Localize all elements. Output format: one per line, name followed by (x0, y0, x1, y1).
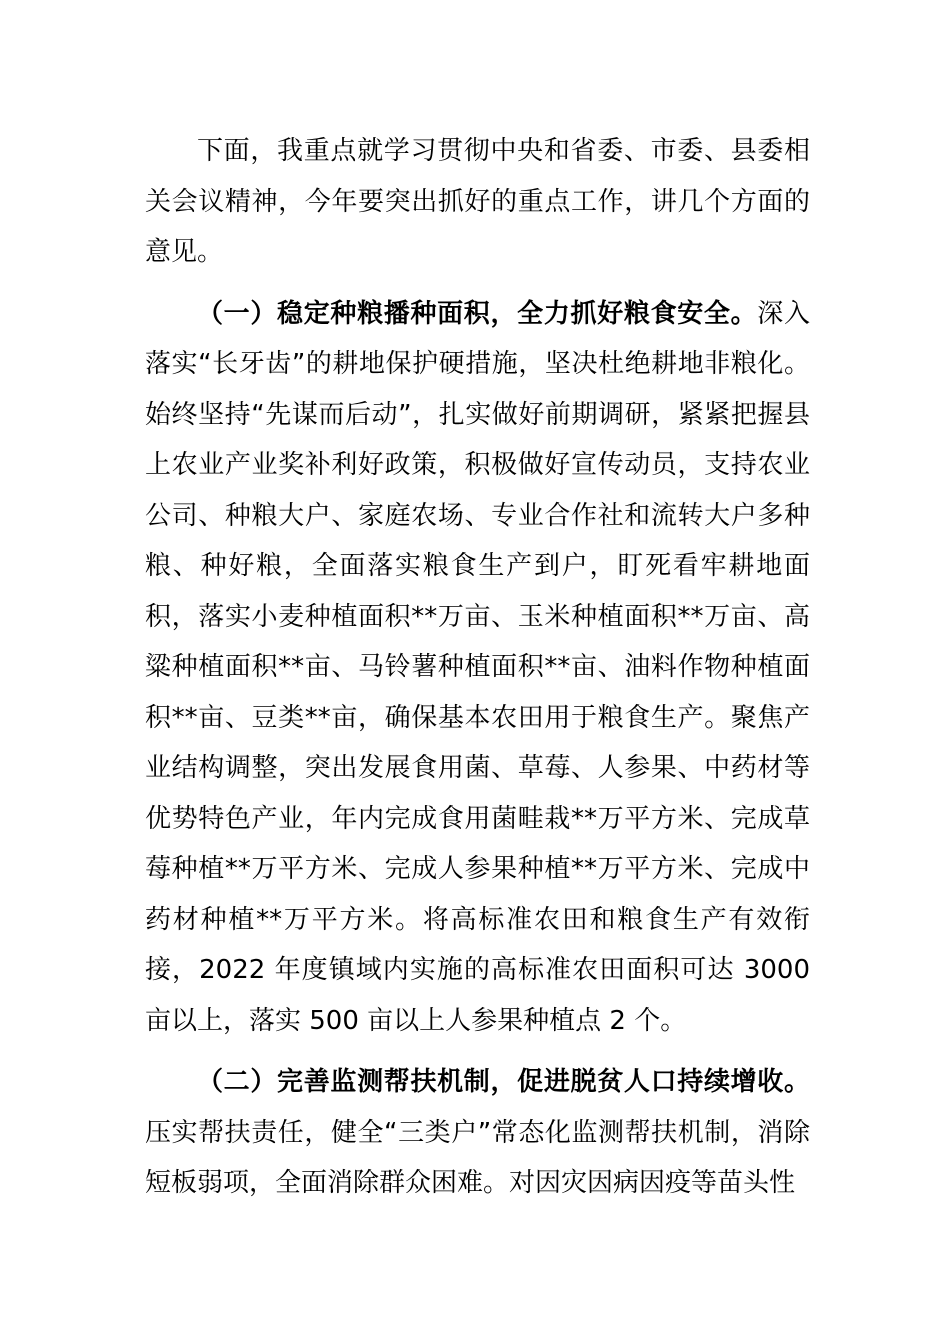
paragraph-intro-text: 下面，我重点就学习贯彻中央和省委、市委、县委相关会议精神，今年要突出抓好的重点工作，讲几个方面的意见。 (145, 136, 810, 267)
paragraph-grain-security-heading: （一）稳定种粮播种面积，全力抓好粮食安全。 (197, 298, 758, 329)
paragraph-grain-security (145, 289, 810, 1047)
paragraph-monitoring-support-text: 压实帮扶责任，健全“三类户”常态化监测帮扶机制，消除短板弱项，全面消除群众困难。对因灾因病因疫等苗头性 (145, 1117, 810, 1198)
paragraph-monitoring-support-heading: （二）完善监测帮扶机制，促进脱贫人口持续增收。 (197, 1067, 810, 1097)
paragraph-intro (145, 126, 810, 278)
paragraph-monitoring-support (145, 1057, 810, 1209)
paragraph-grain-security-text: 深入落实“长牙齿”的耕地保护硬措施，坚决杜绝耕地非粮化。始终坚持“先谋而后动”，扎实做好前期调研，紧紧把握县上农业产业奖补利好政策，积极做好宣传动员，支持农业公司、种粮大户、家庭农场、专业合作社和流转大户多种粮、种好粮，全面落实粮食生产到户，盯死看牢耕地面积，落实小麦种植面积**万亩、玉米种植面积**万亩、高粱种植面积**亩、马铃薯种植面积**亩、油料作物种植面积**亩、豆类**亩，确保基本农田用于粮食生产。聚焦产业结构调整，突出发展食用菌、草莓、人参果、中药材等优势特色产业，年内完成食用菌畦栽**万平方米、完成草莓种植**万平方米、完成人参果种植**万平方米、完成中药材种植**万平方米。将高标准农田和粮食生产有效衔接，2022 年度镇域内实施的高标准农田面积可达 3000 亩以上，落实 500 亩以上人参果种植点 2 个。 (145, 298, 810, 1036)
document-body (145, 126, 810, 1209)
